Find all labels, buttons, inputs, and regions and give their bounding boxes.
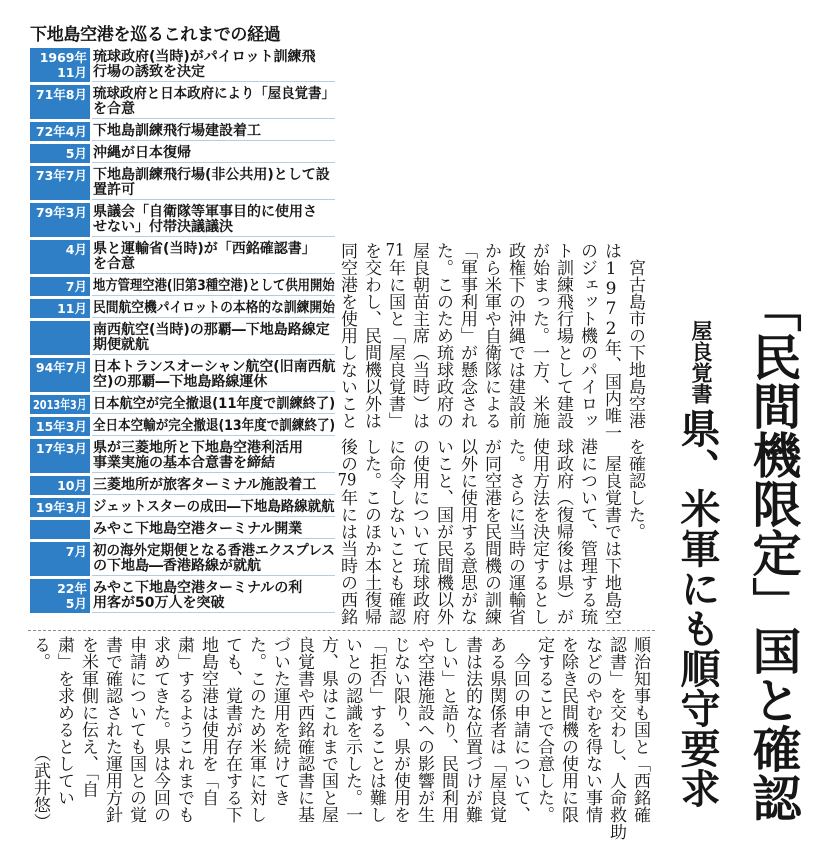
timeline-event-line: 三菱地所が旅客ターミナル施設着工 bbox=[93, 476, 317, 493]
timeline-event-line: ジェットスターの成田―下地島路線就航 bbox=[93, 498, 335, 515]
text-column: いとの認識を示した。一 bbox=[342, 636, 362, 823]
timeline-date-line: 5月 bbox=[65, 145, 87, 161]
timeline-event-line: せない」付帯決議議決 bbox=[93, 218, 233, 235]
timeline-event-line: 南西航空(当時)の那覇―下地島路線定 bbox=[93, 321, 330, 338]
text-column: が同空港を民間機の訓練 bbox=[481, 438, 501, 625]
divider-line bbox=[28, 630, 655, 631]
subheadline: 県、米軍にも順守要求 bbox=[674, 408, 720, 808]
timeline-row bbox=[30, 542, 335, 576]
article-tier-2 bbox=[335, 438, 647, 628]
timeline-date-line: 73年7月 bbox=[35, 167, 87, 183]
text-column: じない限り、県が使用を bbox=[390, 636, 410, 823]
text-column: 後の79年には当時の西銘 bbox=[337, 438, 357, 625]
text-column: 求めてきた。県は今回の bbox=[150, 636, 170, 823]
timeline-date-line: 10月 bbox=[57, 477, 87, 493]
timeline-date bbox=[30, 579, 90, 613]
timeline-event-line: 事業実施の基本合意書を締結 bbox=[93, 454, 275, 471]
timeline-event-line: 行場の誘致を決定 bbox=[93, 63, 205, 80]
text-column: 認書」を交わし、人命救助 bbox=[606, 636, 626, 840]
timeline-date bbox=[30, 122, 90, 141]
text-column: 書は法的な位置づけが難 bbox=[462, 636, 482, 823]
timeline-event-line: 空)の那覇―下地島路線運休 bbox=[93, 373, 268, 390]
text-column: ても、覚書が存在する下 bbox=[222, 636, 242, 823]
timeline-event bbox=[92, 144, 335, 163]
timeline-event bbox=[92, 417, 335, 436]
text-column: から米軍や自衛隊による bbox=[481, 242, 501, 429]
timeline-row bbox=[30, 321, 335, 355]
text-column: が始まった。一方、米施 bbox=[529, 242, 549, 429]
text-column: を米軍側に伝え、「自 bbox=[78, 636, 98, 798]
timeline-date bbox=[30, 520, 90, 539]
timeline-event-line: 初の海外定期便となる香港エクスプレス bbox=[93, 542, 335, 559]
timeline-row bbox=[30, 166, 335, 200]
text-column: 「軍事利用」が懸念され bbox=[457, 242, 477, 429]
timeline-date-line: 94年7月 bbox=[35, 359, 87, 375]
timeline-row bbox=[30, 520, 335, 539]
text-column: を交わし、民間機以外は bbox=[361, 242, 381, 429]
timeline-event bbox=[92, 321, 335, 355]
text-column: ト訓練飛行場として建設 bbox=[553, 242, 573, 429]
text-column: た。このため米軍に対し bbox=[246, 636, 266, 823]
text-column: 宮古島市の下地島空港 bbox=[625, 242, 645, 429]
text-column: 粛」するようこれまでも bbox=[174, 636, 194, 823]
timeline-event-line: 全日本空輸が完全撤退(13年度で訓練終了) bbox=[93, 417, 336, 434]
timeline-event-line: 下地島訓練飛行場(非公共用)として設 bbox=[93, 166, 330, 183]
timeline-date bbox=[30, 542, 90, 576]
text-column: 今回の申請について、 bbox=[510, 636, 530, 823]
timeline-row bbox=[30, 122, 335, 141]
text-column: 粛」を求めるとしてい bbox=[54, 636, 74, 806]
timeline-event-line: みやこ下地島空港ターミナルの利 bbox=[93, 579, 303, 596]
text-column: 良覚書や西銘確認書に基 bbox=[294, 636, 314, 823]
timeline-date bbox=[30, 144, 90, 163]
timeline-event bbox=[92, 358, 335, 392]
timeline-rows bbox=[30, 48, 335, 613]
text-column: 港について、管理する琉 bbox=[577, 438, 597, 625]
text-column: る。 bbox=[30, 636, 50, 670]
text-column: 地島空港は使用を「自 bbox=[198, 636, 218, 806]
text-column: のジェット機のパイロッ bbox=[577, 242, 597, 429]
text-column: しい」と語り、民間利用 bbox=[438, 636, 458, 823]
timeline-event-line: 日本トランスオーシャン航空(旧南西航 bbox=[93, 358, 336, 375]
timeline-event-line: 県と運輸省(当時)が「西銘確認書」 bbox=[93, 240, 316, 257]
article-tier-1 bbox=[335, 242, 647, 441]
text-column: の使用について琉球政府 bbox=[409, 438, 429, 625]
text-column: 球政府（復帰後は県）が bbox=[553, 438, 573, 625]
timeline-row bbox=[30, 85, 335, 119]
timeline-date-line: 79年3月 bbox=[35, 204, 87, 220]
timeline-event-line: 地方管理空港(旧第3種空港)として供用開始 bbox=[93, 277, 335, 294]
timeline-event bbox=[92, 579, 335, 613]
timeline-event-line: 期便就航 bbox=[93, 336, 149, 353]
timeline-event-line: を合意 bbox=[93, 100, 135, 117]
text-column: 同空港を使用しないこと bbox=[337, 242, 357, 429]
timeline-event bbox=[92, 48, 335, 82]
text-column: 「拒否」することは難し bbox=[366, 636, 386, 823]
timeline-date-line: 22年 bbox=[57, 580, 87, 596]
text-column: 使用方法を決定するとし bbox=[529, 438, 549, 625]
timeline-date-line: 11月 bbox=[57, 64, 87, 80]
timeline-event bbox=[92, 542, 335, 576]
timeline-row bbox=[30, 277, 335, 296]
text-column: 定することで合意した。 bbox=[534, 636, 554, 823]
text-column: ある県関係者は「屋良覚 bbox=[486, 636, 506, 823]
timeline-event-line: みやこ下地島空港ターミナル開業 bbox=[93, 520, 303, 537]
timeline-date-line: 7月 bbox=[65, 543, 87, 559]
timeline-event-line: 置許可 bbox=[93, 181, 135, 198]
timeline-date-line: 2013年3月 bbox=[33, 396, 87, 412]
timeline-row bbox=[30, 48, 335, 82]
timeline-row bbox=[30, 476, 335, 495]
timeline-date bbox=[30, 476, 90, 495]
timeline-event bbox=[92, 498, 335, 517]
timeline-event-line: 民間航空機パイロットの本格的な訓練開始 bbox=[93, 299, 335, 316]
timeline-row bbox=[30, 240, 335, 274]
timeline-event-line: を合意 bbox=[93, 255, 135, 272]
timeline-event-line: 沖縄が日本復帰 bbox=[93, 144, 191, 161]
timeline-event-line: 琉球政府と日本政府により「屋良覚書」 bbox=[93, 85, 335, 102]
text-column: いこと、国が民間機以外 bbox=[433, 438, 453, 625]
timeline-event-line: 県議会「自衛隊等軍事目的に使用さ bbox=[93, 203, 317, 220]
text-column: した。このほか本土復帰 bbox=[361, 438, 381, 625]
timeline-date-line: 7月 bbox=[65, 278, 87, 294]
timeline-date-line: 5月 bbox=[65, 595, 87, 611]
article-tier-3 bbox=[28, 636, 652, 840]
timeline-event bbox=[92, 122, 335, 141]
text-column: 71年に国と「屋良覚書」 bbox=[385, 242, 405, 429]
text-column: 政権下の沖縄では建設前 bbox=[505, 242, 525, 429]
text-column: た。このため琉球政府の bbox=[433, 242, 453, 429]
timeline-date bbox=[30, 321, 90, 355]
headline: 「民間機限定」国と確認 bbox=[745, 283, 802, 822]
timeline-event bbox=[92, 166, 335, 200]
timeline-event bbox=[92, 395, 335, 414]
timeline-date bbox=[30, 299, 90, 318]
timeline-date bbox=[30, 439, 90, 473]
timeline-event bbox=[92, 299, 335, 318]
timeline-event bbox=[92, 439, 335, 473]
timeline-date bbox=[30, 240, 90, 274]
timeline-event-line: 琉球政府(当時)がパイロット訓練飛 bbox=[93, 48, 316, 65]
text-column: 以外に使用する意思がな bbox=[457, 438, 477, 625]
timeline-date bbox=[30, 417, 90, 436]
timeline-event-line: 下地島訓練飛行場建設着工 bbox=[93, 122, 261, 139]
timeline-date bbox=[30, 48, 90, 82]
byline: （武井悠） bbox=[30, 745, 50, 830]
timeline-event-line: 日本航空が完全撤退(11年度で訓練終了) bbox=[93, 395, 336, 412]
timeline-event bbox=[92, 240, 335, 274]
timeline-date-line: 19年3月 bbox=[35, 499, 87, 515]
timeline-event-line: 用客が50万人を突破 bbox=[93, 594, 225, 611]
timeline-event bbox=[92, 203, 335, 237]
timeline-event bbox=[92, 520, 335, 539]
text-column: 申請についても国との覚 bbox=[126, 636, 146, 823]
timeline-title: 下地島空港を巡るこれまでの経過 bbox=[30, 25, 281, 45]
timeline-date-line: 72年4月 bbox=[35, 123, 87, 139]
timeline-event bbox=[92, 476, 335, 495]
text-column: 屋良朝苗主席（当時）は bbox=[409, 242, 429, 429]
timeline-date bbox=[30, 203, 90, 237]
timeline-date-line: 1969年 bbox=[39, 49, 87, 65]
timeline-row bbox=[30, 299, 335, 318]
timeline-row bbox=[30, 498, 335, 517]
timeline-row bbox=[30, 579, 335, 613]
timeline-date bbox=[30, 166, 90, 200]
text-column: 書で確認された運用方針 bbox=[102, 636, 122, 823]
timeline-date bbox=[30, 395, 90, 414]
text-column: た。さらに当時の運輸省 bbox=[505, 438, 525, 625]
text-column: 屋良覚書では下地島空 bbox=[601, 438, 621, 625]
text-column: を確認した。 bbox=[625, 438, 645, 540]
text-column: 方、県はこれまで国と屋 bbox=[318, 636, 338, 823]
timeline-row bbox=[30, 203, 335, 237]
timeline-date bbox=[30, 277, 90, 296]
timeline-date bbox=[30, 85, 90, 119]
timeline-event-line: の下地島―香港路線が就航 bbox=[93, 557, 261, 574]
timeline-event bbox=[92, 277, 335, 296]
timeline-box bbox=[30, 24, 335, 613]
text-column: を除き民間機の使用に限 bbox=[558, 636, 578, 823]
timeline-row bbox=[30, 144, 335, 163]
timeline-date-line: 11月 bbox=[57, 300, 87, 316]
timeline-date-line: 4月 bbox=[65, 241, 87, 257]
text-column: などのやむを得ない事情 bbox=[582, 636, 602, 823]
text-column: は1972年、国内唯一 bbox=[601, 242, 621, 441]
timeline-row bbox=[30, 439, 335, 473]
timeline-date bbox=[30, 358, 90, 392]
text-column: 順治知事も国と「西銘確 bbox=[630, 636, 650, 823]
timeline-date-line: 17年3月 bbox=[35, 440, 87, 456]
text-column: や空港施設への影響が生 bbox=[414, 636, 434, 823]
timeline-date-line: 71年8月 bbox=[35, 86, 87, 102]
text-column: に命令しないことも確認 bbox=[385, 438, 405, 625]
timeline-event bbox=[92, 85, 335, 119]
timeline-date-line: 15年3月 bbox=[35, 418, 87, 434]
timeline-row bbox=[30, 417, 335, 436]
text-column: づいた運用を続けてき bbox=[270, 636, 290, 806]
kicker-label: 屋良覚書 bbox=[689, 320, 713, 404]
timeline-event-line: 県が三菱地所と下地島空港利活用 bbox=[93, 439, 303, 456]
timeline-row bbox=[30, 358, 335, 392]
timeline-row bbox=[30, 395, 335, 414]
timeline-date bbox=[30, 498, 90, 517]
